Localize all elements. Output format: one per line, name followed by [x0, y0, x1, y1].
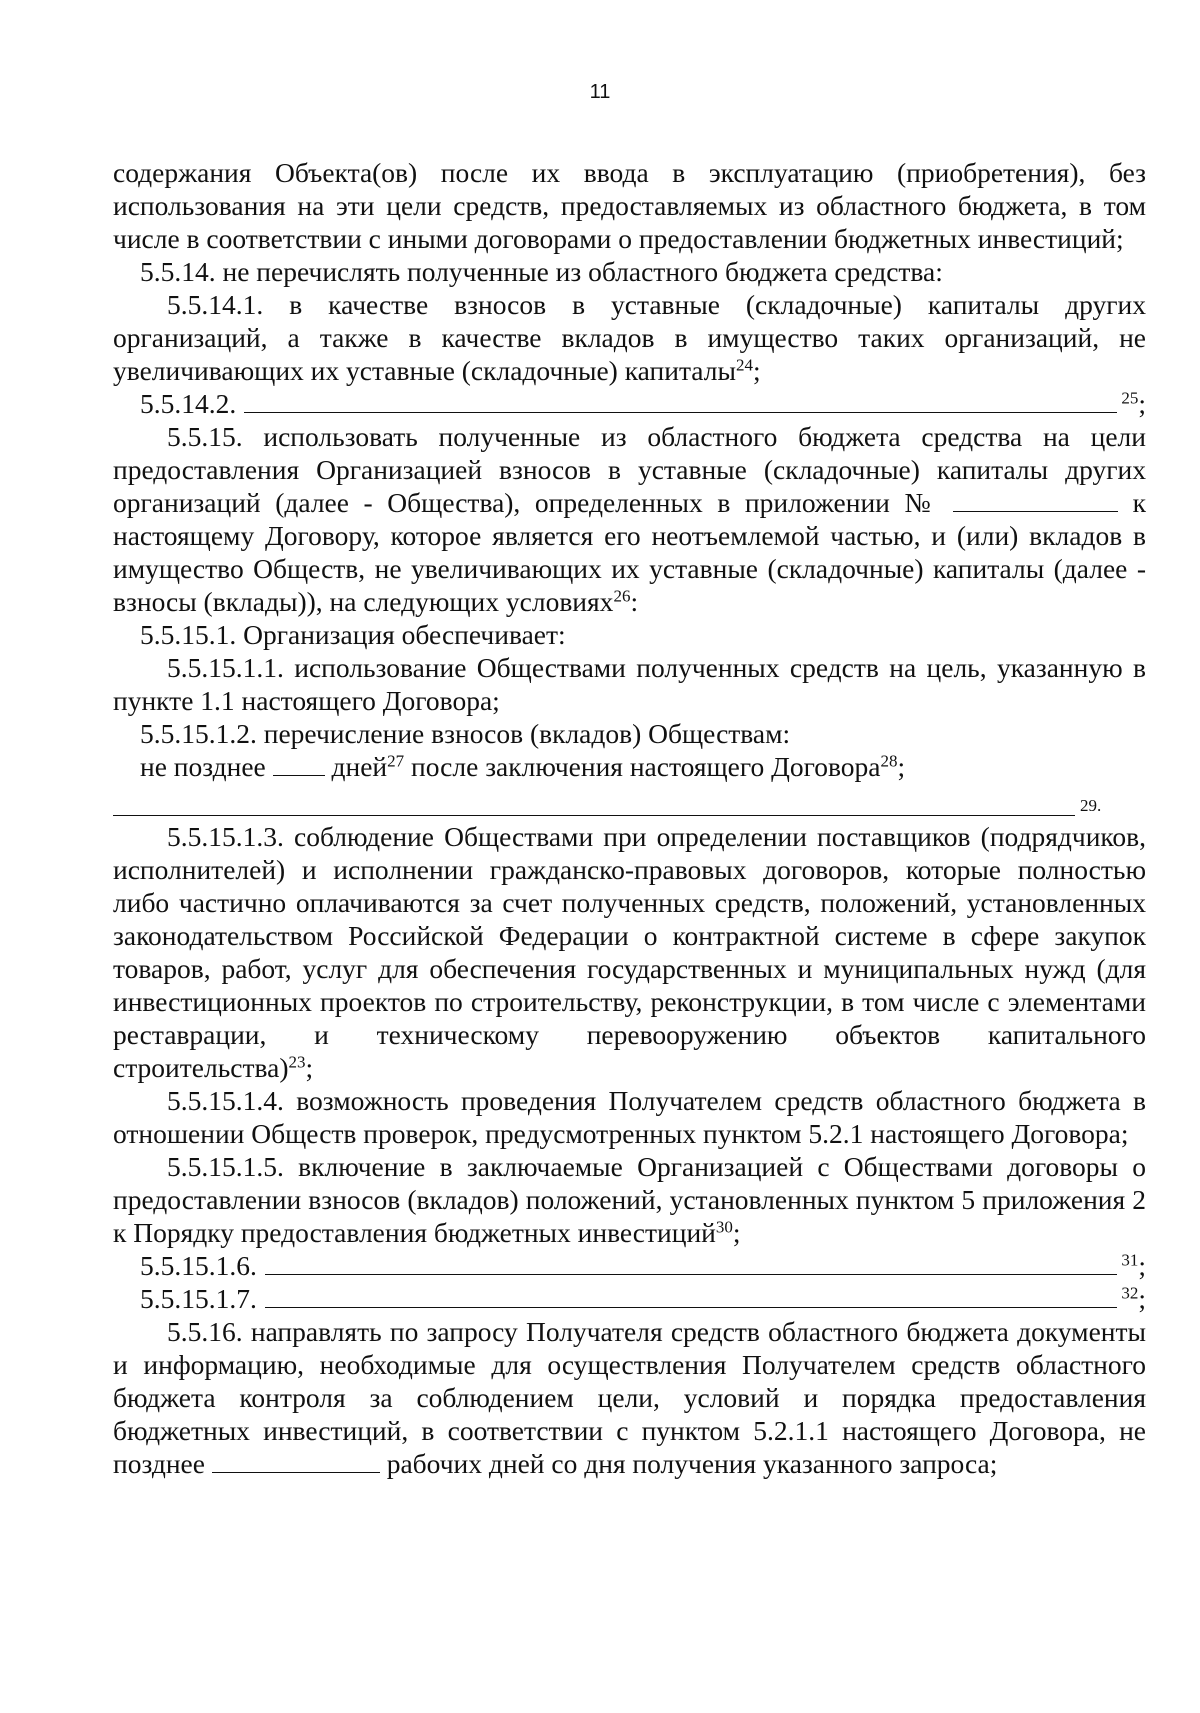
clause-5-5-16 [113, 1315, 1146, 1480]
clause-5-5-15-1-6: 5.5.15.1.6. $^{31}$; [140, 1250, 1146, 1281]
footnote-ref: 32 [1121, 1283, 1139, 1303]
clause-5-5-14-2: 5.5.14.2. $^{25}$; [140, 388, 1146, 419]
clause-text: использовать полученные из областного бюджета средства на цели предоставления Организацией взносов в уставные (складочные) капиталы других организаций (далее - Общества), определенных в приложении № [113, 421, 1146, 518]
clause-5-5-15-1-7: 5.5.15.1.7. $^{32}$; [140, 1283, 1146, 1314]
document-body [113, 156, 1146, 1480]
clause-text: направлять по запросу Получателя средств областного бюджета документы и информацию, необходимые для осуществления Получателем средств областного бюджета контроля за соблюдением цели, условий и порядка предоставления бюджетных инвестиций, в соответствии с пунктом 5.2.1.1 настоящего Договора, не позднее [113, 1316, 1146, 1479]
clause-5-5-15-1-4 [113, 1084, 1146, 1150]
blank-line [953, 487, 1118, 512]
clause-text: соблюдение Обществами при определении поставщиков (подрядчиков, исполнителей) и исполнении гражданско-правовых договоров, которые полностью либо частично оплачиваются за счет полученных средств, положений, установленных законодательством Российской Федерации о контрактной системе в сфере закупок товаров, работ, услуг для обеспечения государственных и муниципальных нужд (для инвестиционных проектов по строительству, реконструкции, в том числе с элементами реставрации, и техническому перевооружению объектов капитального строительства) [113, 821, 1146, 1083]
blank-line [265, 1306, 1117, 1308]
clause-5-5-14-1: 5.5.14.1. в качестве взносов в уставные (складочные) капиталы других организаций, а также в качестве вкладов в имущество таких организаций, не увеличивающих их уставные (складочные) капиталы$^{24}$; [113, 289, 1146, 386]
footnote-ref: 30 [715, 1217, 733, 1237]
page-number: 11 [589, 81, 611, 103]
clause-number: 5.5.15.1.5. [167, 1151, 284, 1182]
footnote-ref: 24 [735, 355, 753, 375]
clause-number: 5.5.15.1.6. [140, 1250, 257, 1281]
clause-5-5-15-1-1 [113, 651, 1146, 717]
clause-5-5-15: 5.5.15. использовать полученные из областного бюджета средства на цели предоставления Организацией взносов в уставные (складочные) капиталы других организаций (далее - Общества), определенных в приложении № к настоящему Договору, которое является его неотъемлемой частью, и (или) вкладов в имущество Обществ, не увеличивающих их уставные (складочные) капиталы (далее - взносы (вклады)), на следующих условиях$^{26}$: [113, 421, 1146, 617]
clause-text: в качестве взносов в уставные (складочные) капиталы других организаций, а также в качестве вкладов в имущество таких организаций, не увеличивающих их уставные (складочные) капиталы [113, 289, 1146, 386]
clause-number: 5.5.15.1.7. [140, 1283, 257, 1314]
clause-number: 5.5.16. [167, 1316, 243, 1347]
clause-text: к настоящему Договору, которое является его неотъемлемой частью, и (или) вкладов в имущество Обществ, не увеличивающих их уставные (складочные) капиталы (далее - взносы (вклады)), на следующих условиях [113, 487, 1146, 617]
clause-5-5-15-1: 5.5.15.1. Организация обеспечивает: [140, 619, 566, 650]
clause-text: использование Обществами полученных средств на цель, указанную в пункте 1.1 настоящего Договора; [113, 652, 1146, 716]
footnote-ref: 28 [880, 751, 898, 771]
clause-number: 5.5.15. [167, 421, 243, 452]
clause-text: возможность проведения Получателем средств областного бюджета в отношении Обществ проверок, предусмотренных пунктом 5.2.1 настоящего Договора; [113, 1085, 1146, 1149]
footnote-ref: 27 [387, 751, 405, 771]
blank-line [265, 1273, 1117, 1275]
clause-number: 5.5.14.1. [167, 289, 264, 320]
transfer-deadline: не позднее дней$^{27}$ после заключения настоящего Договора$^{28}$; [140, 751, 906, 782]
footnote-ref: 25 [1121, 388, 1139, 408]
clause-5-5-14: 5.5.14. не перечислять полученные из областного бюджета средства: [140, 256, 943, 287]
footnote-ref: 26 [613, 586, 631, 606]
blank-line [273, 751, 325, 776]
blank-line [244, 411, 1117, 413]
clause-5-5-15-1-3: 5.5.15.1.3. соблюдение Обществами при определении поставщиков (подрядчиков, исполнителей) и исполнении гражданско-правовых договоров, которые полностью либо частично оплачиваются за счет полученных средств, положений, установленных законодательством Российской Федерации о контрактной системе в сфере закупок товаров, работ, услуг для обеспечения государственных и муниципальных нужд (для инвестиционных проектов по строительству, реконструкции, в том числе с элементами реставрации, и техническому перевооружению объектов капитального строительства)$^{23}$; [113, 821, 1146, 1083]
clause-number: 5.5.15.1.4. [167, 1085, 284, 1116]
clause-5-5-15-1-5: 5.5.15.1.5. включение в заключаемые Организацией с Обществами договоры о предоставлении взносов (вкладов) положений, установленных пунктом 5 приложения 2 к Порядку предоставления бюджетных инвестиций$^{30}$; [113, 1151, 1147, 1248]
clause-number: 5.5.14.2. [140, 388, 237, 419]
blank-line-row: 29. [113, 783, 1146, 820]
footnote-ref: 29 [1080, 796, 1097, 815]
clause-text: включение в заключаемые Организацией с Обществами договоры о предоставлении взносов (вкладов) положений, установленных пунктом 5 приложения 2 к Порядку предоставления бюджетных инвестиций [113, 1151, 1147, 1248]
clause-number: 5.5.15.1.1. [167, 652, 284, 683]
blank-line [212, 1448, 380, 1473]
paragraph-continuation: содержания Объекта(ов) после их ввода в эксплуатацию (приобретения), без использования на эти цели средств, предоставляемых из областного бюджета, в том числе в соответствии с иными договорами о предоставлении бюджетных инвестиций; [113, 157, 1146, 254]
clause-text: рабочих дней со дня получения указанного запроса; [386, 1448, 998, 1479]
blank-line [113, 815, 1075, 816]
clause-number: 5.5.15.1.3. [167, 821, 284, 852]
footnote-ref: 23 [288, 1052, 306, 1072]
footnote-ref: 31 [1121, 1250, 1139, 1270]
clause-5-5-15-1-2: 5.5.15.1.2. перечисление взносов (вкладов) Обществам: [140, 718, 791, 749]
